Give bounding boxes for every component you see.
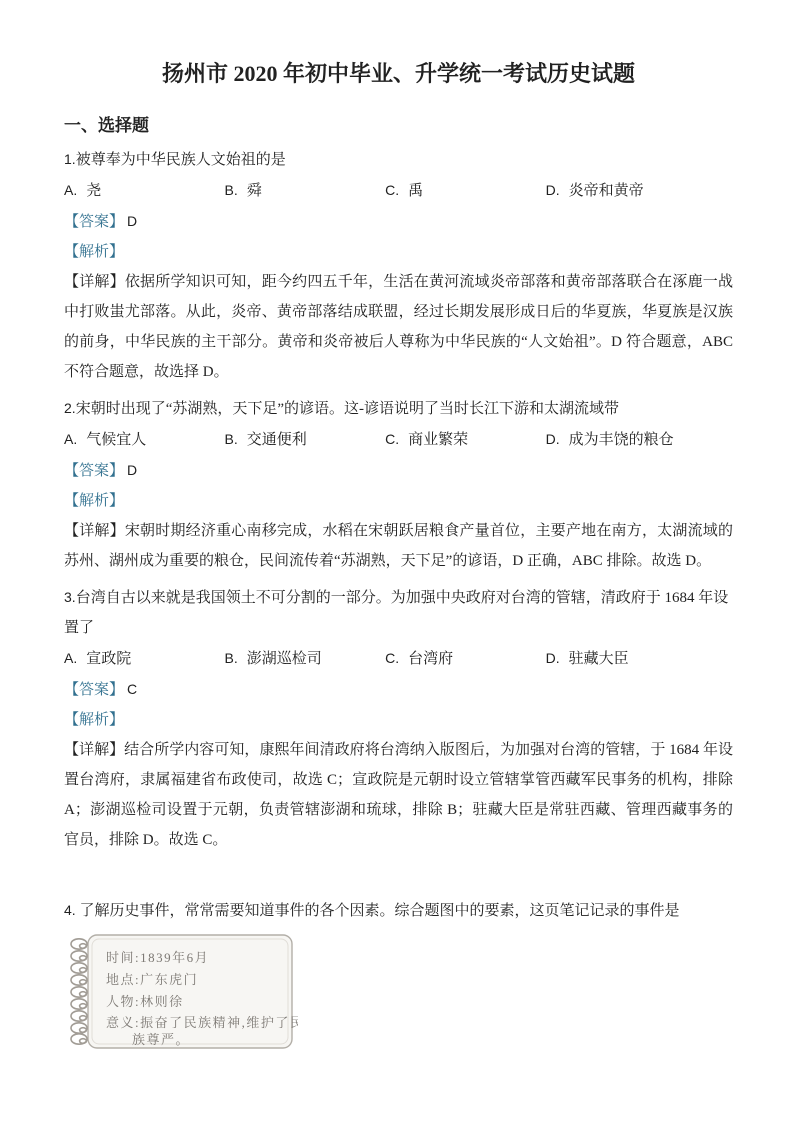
answer-value: C (127, 681, 138, 697)
option-text: 宣政院 (86, 651, 132, 667)
detail-text: 结合所学内容可知，康熙年间清政府将台湾纳入版图后，为加强对台湾的管辖，于 1684 年设置台湾府，隶属福建省布政使司，故选 C；宣政院是元朝时设立管辖掌管西藏军民事务的机构，排除 A；澎湖巡检司设置于元朝，负责管辖澎湖和琉球，排除 B；驻藏大臣是常驻西藏、管理西藏事务的官员，排除 D。故选 C。 (64, 742, 733, 848)
analysis-line (64, 237, 733, 267)
answer-tag: 【答案】 (64, 214, 125, 230)
analysis-line (64, 486, 733, 516)
question-1-block (64, 144, 733, 387)
detail-paragraph (64, 267, 733, 387)
option-d (546, 643, 733, 674)
spiral-rings-icon (71, 939, 87, 1044)
analysis-tag: 【解析】 (64, 244, 125, 260)
question-number: 3. (64, 589, 76, 605)
detail-label: 【详解】 (64, 742, 125, 758)
option-text: 禹 (408, 183, 424, 199)
option-text: 交通便利 (246, 432, 307, 448)
option-label: D. (545, 182, 560, 198)
answer-value: D (127, 213, 138, 229)
option-label: A. (64, 182, 78, 198)
answer-value: D (127, 462, 138, 478)
answer-line (64, 206, 733, 237)
option-label: C. (385, 650, 400, 666)
detail-paragraph (64, 735, 733, 855)
question-stem-text: 宋朝时出现了“苏湖熟，天下足”的谚语。这-谚语说明了当时长江下游和太湖流域带 (75, 401, 620, 417)
answer-tag: 【答案】 (64, 682, 125, 698)
option-a (64, 175, 225, 206)
question-stem-text: 台湾自古以来就是我国领土不可分割的一部分。为加强中央政府对台湾的管辖，清政府于 1684 年设置了 (64, 590, 729, 636)
question-2-block (64, 393, 733, 576)
notebook-line-person: 人物:林则徐 (106, 994, 184, 1009)
detail-label: 【详解】 (64, 274, 125, 290)
option-b (225, 175, 386, 206)
option-c (385, 643, 546, 674)
question-stem (64, 582, 733, 643)
option-a (64, 424, 225, 455)
analysis-tag: 【解析】 (64, 712, 125, 728)
options-row (64, 643, 733, 674)
answer-tag: 【答案】 (64, 463, 125, 479)
option-c (385, 175, 546, 206)
question-stem-text: 了解历史事件，常常需要知道事件的各个因素。综合题图中的要素，这页笔记记录的事件是 (75, 903, 680, 919)
option-label: D. (545, 650, 560, 666)
analysis-line (64, 705, 733, 735)
option-b (225, 424, 386, 455)
option-d (546, 424, 733, 455)
answer-line (64, 455, 733, 486)
option-text: 气候宜人 (86, 432, 147, 448)
page-title: 扬州市 2020 年初中毕业、升学统一考试历史试题 (161, 61, 635, 86)
notebook-image (66, 932, 733, 1057)
option-text: 成为丰饶的粮仓 (568, 432, 674, 448)
detail-label: 【详解】 (64, 523, 125, 539)
option-label: B. (224, 431, 238, 447)
option-label: D. (545, 431, 560, 447)
option-b (225, 643, 386, 674)
options-row (64, 424, 733, 455)
notebook-line-time: 时间:1839年6月 (106, 950, 210, 965)
question-number: 1. (64, 151, 76, 167)
question-number: 2. (64, 400, 76, 416)
option-text: 驻藏大臣 (568, 651, 629, 667)
option-text: 澎湖巡检司 (246, 651, 322, 667)
options-row (64, 175, 733, 206)
option-label: C. (385, 182, 400, 198)
option-label: C. (385, 431, 400, 447)
detail-paragraph (64, 516, 733, 576)
answer-line (64, 674, 733, 705)
spiral-notebook-illustration (66, 932, 298, 1052)
question-stem (64, 393, 733, 424)
option-a (64, 643, 225, 674)
section-heading: 一、选择题 (64, 116, 149, 135)
option-text: 商业繁荣 (408, 432, 469, 448)
question-stem (64, 144, 733, 175)
option-label: A. (64, 650, 78, 666)
option-d (546, 175, 733, 206)
option-c (385, 424, 546, 455)
option-text: 台湾府 (408, 651, 454, 667)
analysis-tag: 【解析】 (64, 493, 125, 509)
notebook-line-meaning-cont: 族尊严。 (132, 1032, 191, 1047)
option-text: 炎帝和黄帝 (568, 183, 644, 199)
question-3-block (64, 582, 733, 855)
notebook-line-place: 地点:广东虎门 (106, 972, 199, 987)
option-label: B. (224, 650, 238, 666)
question-stem-text: 被尊奉为中华民族人文始祖的是 (75, 152, 286, 168)
detail-text: 宋朝时期经济重心南移完成，水稻在宋朝跃居粮食产量首位，主要产地在南方，太湖流域的苏州、湖州成为重要的粮仓，民间流传着“苏湖熟，天下足”的谚语，D 正确，ABC 排除。故选 D。 (64, 523, 733, 569)
detail-text: 依据所学知识可知，距今约四五千年，生活在黄河流域炎帝部落和黄帝部落联合在涿鹿一战中打败蚩尤部落。从此，炎帝、黄帝部落结成联盟，经过长期发展形成日后的华夏族，华夏族是汉族的前身，中华民族的主干部分。黄帝和炎帝被后人尊称为中华民族的“人文始祖”。D 符合题意，ABC 不符合题意，故选择 D。 (64, 274, 733, 380)
option-label: A. (64, 431, 78, 447)
question-4-block (64, 895, 733, 1057)
notebook-line-meaning: 意义:振奋了民族精神,维护了民 (106, 1015, 298, 1030)
question-stem (64, 895, 733, 926)
option-label: B. (224, 182, 238, 198)
option-text: 舜 (246, 183, 262, 199)
question-number: 4. (64, 902, 76, 918)
option-text: 尧 (86, 183, 102, 199)
